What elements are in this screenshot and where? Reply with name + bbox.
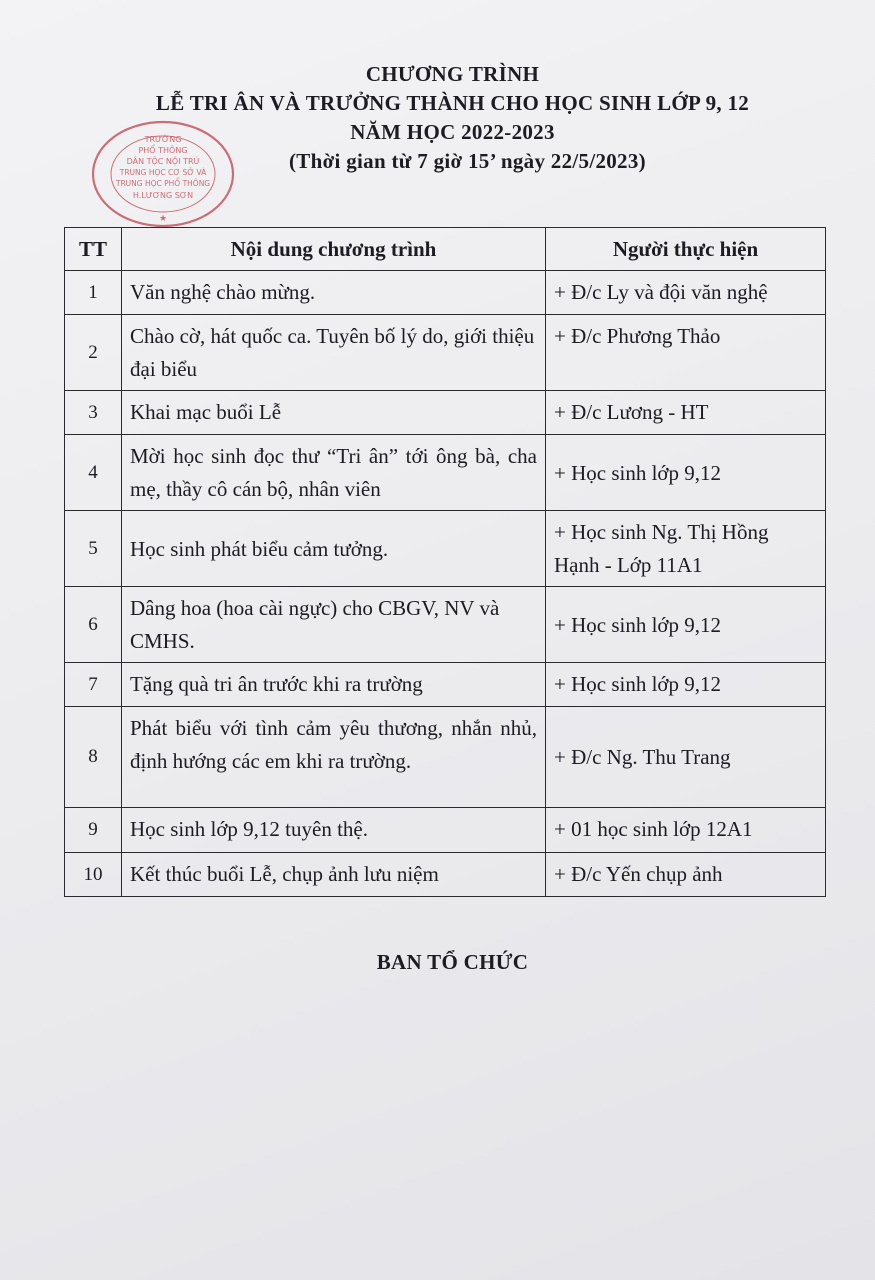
row-content: Học sinh lớp 9,12 tuyên thệ.: [122, 808, 546, 853]
row-performer: + Đ/c Lương - HT: [546, 391, 826, 435]
table-row: [65, 271, 826, 315]
row-content: Học sinh phát biểu cảm tưởng.: [122, 511, 546, 587]
header-tt: TT: [65, 228, 122, 271]
table-row: [65, 511, 826, 587]
table-row: [65, 435, 826, 511]
row-number: 3: [65, 391, 122, 435]
row-content: Tặng quà tri ân trước khi ra trường: [122, 663, 546, 707]
signature-block: [0, 950, 875, 975]
row-performer: + Đ/c Phương Thảo: [546, 315, 826, 391]
svg-text:DÂN TỘC NỘI TRÚ: DÂN TỘC NỘI TRÚ: [126, 157, 200, 166]
svg-text:TRUNG HỌC CƠ SỞ VÀ: TRUNG HỌC CƠ SỞ VÀ: [119, 168, 207, 177]
table-header-row: [65, 228, 826, 271]
table-row: [65, 808, 826, 853]
event-title: LỄ TRI ÂN VÀ TRƯỞNG THÀNH CHO HỌC SINH LỚP 9, 12: [155, 91, 750, 115]
header-performer: Người thực hiện: [546, 228, 826, 271]
row-performer: + Học sinh Ng. Thị Hồng Hạnh - Lớp 11A1: [546, 511, 826, 587]
school-seal-stamp: [90, 118, 236, 230]
row-performer: + Học sinh lớp 9,12: [546, 663, 826, 707]
svg-text:★: ★: [158, 214, 168, 224]
event-time: (Thời gian từ 7 giờ 15’ ngày 22/5/2023): [289, 149, 646, 173]
program-table: [64, 227, 826, 897]
row-number: 10: [65, 853, 122, 897]
row-number: 8: [65, 707, 122, 808]
row-content: Mời học sinh đọc thư “Tri ân” tới ông bà, cha mẹ, thầy cô cán bộ, nhân viên: [122, 435, 546, 511]
row-performer: + Đ/c Ly và đội văn nghệ: [546, 271, 826, 315]
row-performer: + Đ/c Ng. Thu Trang: [546, 707, 826, 808]
svg-text:TRƯỜNG: TRƯỜNG: [144, 135, 182, 144]
table-row: [65, 315, 826, 391]
school-year: NĂM HỌC 2022-2023: [350, 120, 555, 144]
svg-text:PHỔ THÔNG: PHỔ THÔNG: [138, 146, 188, 155]
program-title: CHƯƠNG TRÌNH: [365, 62, 540, 86]
row-number: 4: [65, 435, 122, 511]
row-number: 9: [65, 808, 122, 853]
organizer-signature: BAN TỔ CHỨC: [376, 950, 529, 974]
row-number: 6: [65, 587, 122, 663]
table-row: [65, 663, 826, 707]
table-row: [65, 853, 826, 897]
row-content: Văn nghệ chào mừng.: [122, 271, 546, 315]
row-performer: + Học sinh lớp 9,12: [546, 587, 826, 663]
row-performer: + Đ/c Yến chụp ảnh: [546, 853, 826, 897]
row-number: 5: [65, 511, 122, 587]
row-content: Kết thúc buổi Lễ, chụp ảnh lưu niệm: [122, 853, 546, 897]
row-content: Dâng hoa (hoa cài ngực) cho CBGV, NV và CMHS.: [122, 587, 546, 663]
row-number: 2: [65, 315, 122, 391]
row-performer: + Học sinh lớp 9,12: [546, 435, 826, 511]
svg-text:TRUNG HỌC PHỔ THÔNG: TRUNG HỌC PHỔ THÔNG: [115, 179, 211, 188]
row-content: Khai mạc buổi Lễ: [122, 391, 546, 435]
row-number: 1: [65, 271, 122, 315]
table-row: [65, 391, 826, 435]
header-content: Nội dung chương trình: [122, 228, 546, 271]
row-content: Chào cờ, hát quốc ca. Tuyên bố lý do, giới thiệu đại biểu: [122, 315, 546, 391]
table-row: [65, 587, 826, 663]
row-performer: + 01 học sinh lớp 12A1: [546, 808, 826, 853]
svg-text:H.LƯƠNG SƠN: H.LƯƠNG SƠN: [132, 191, 194, 200]
row-content: Phát biểu với tình cảm yêu thương, nhắn nhủ, định hướng các em khi ra trường.: [122, 707, 546, 808]
row-number: 7: [65, 663, 122, 707]
table-row: [65, 707, 826, 808]
